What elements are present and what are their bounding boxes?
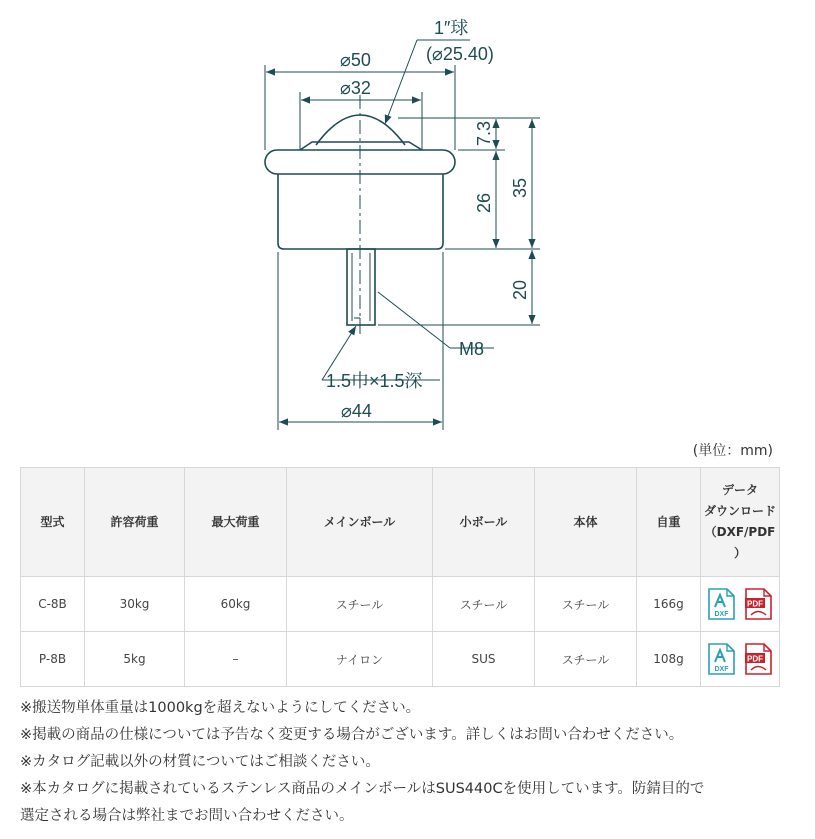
pdf-download-icon[interactable] [745,643,772,675]
cell-small-ball: スチール [433,577,535,632]
cell-download [701,577,780,632]
note-line: 選定される場合は弊社までお問い合わせください。 [20,808,354,824]
table-header-row [21,468,780,577]
header-main-ball: メインボール [287,468,433,577]
header-download-line3: （DXF/PDF [704,525,776,539]
header-body: 本体 [535,468,637,577]
cell-allowable-load: 5kg [85,632,185,687]
dxf-download-icon[interactable] [708,588,735,620]
note-line: ※本カタログに掲載されているステンレス商品のメインボールはSUS440Cを使用しています。防錆目的で [20,781,705,797]
cell-model: P-8B [21,632,85,687]
header-download-line2: ダウンロード [703,504,776,518]
spec-table [20,467,780,687]
header-model: 型式 [21,468,85,577]
cell-body: スチール [535,632,637,687]
pdf-icon-text: PDF [746,654,763,664]
dim-d50: ⌀50 [340,50,371,70]
header-weight: 自重 [637,468,701,577]
dxf-icon-text: DXF [714,611,729,618]
body-outline [278,174,443,249]
header-download-line1: データ [721,483,758,497]
cell-weight: 166g [637,577,701,632]
pdf-download-icon[interactable] [745,588,772,620]
notes [20,695,810,830]
pdf-icon-text: PDF [746,599,763,609]
cell-max-load: 60kg [185,577,287,632]
cell-main-ball: スチール [287,577,433,632]
cell-model: C-8B [21,577,85,632]
unit-note: (単位：mm) [692,443,773,459]
table-row [21,577,780,632]
dim-35: 35 [510,177,530,198]
cell-main-ball: ナイロン [287,632,433,687]
ball-diameter-label: (⌀25.40) [426,44,494,64]
note-line: ※搬送物単体重量は1000kgを超えないようにしてください。 [20,700,421,716]
dxf-icon-text: DXF [714,666,729,673]
dxf-download-icon[interactable] [708,643,735,675]
dim-7-3: 7.3 [474,120,494,146]
dim-26: 26 [474,192,494,213]
header-download [701,468,780,577]
note-line: ※掲載の商品の仕様については予告なく変更する場合がございます。詳しくはお問い合わせください。 [20,727,684,743]
cell-download [701,632,780,687]
cell-body: スチール [535,577,637,632]
header-max-load: 最大荷重 [185,468,287,577]
header-small-ball: 小ボール [433,468,535,577]
cell-small-ball: SUS [433,632,535,687]
dim-d44: ⌀44 [341,401,372,421]
cell-allowable-load: 30kg [85,577,185,632]
cell-max-load: – [185,632,287,687]
cell-weight: 108g [637,632,701,687]
note-line: ※カタログ記載以外の材質についてはご相談ください。 [20,754,380,770]
ball-label: 1″球 [434,18,469,38]
dim-20: 20 [510,279,530,300]
header-allowable-load: 許容荷重 [85,468,185,577]
table-row [21,632,780,687]
stud-outline [347,249,375,325]
slot-label: 1.5巾×1.5深 [326,371,423,391]
dim-d32: ⌀32 [340,78,371,98]
thread-label: M8 [459,339,485,359]
header-download-line4: ） [733,546,746,560]
